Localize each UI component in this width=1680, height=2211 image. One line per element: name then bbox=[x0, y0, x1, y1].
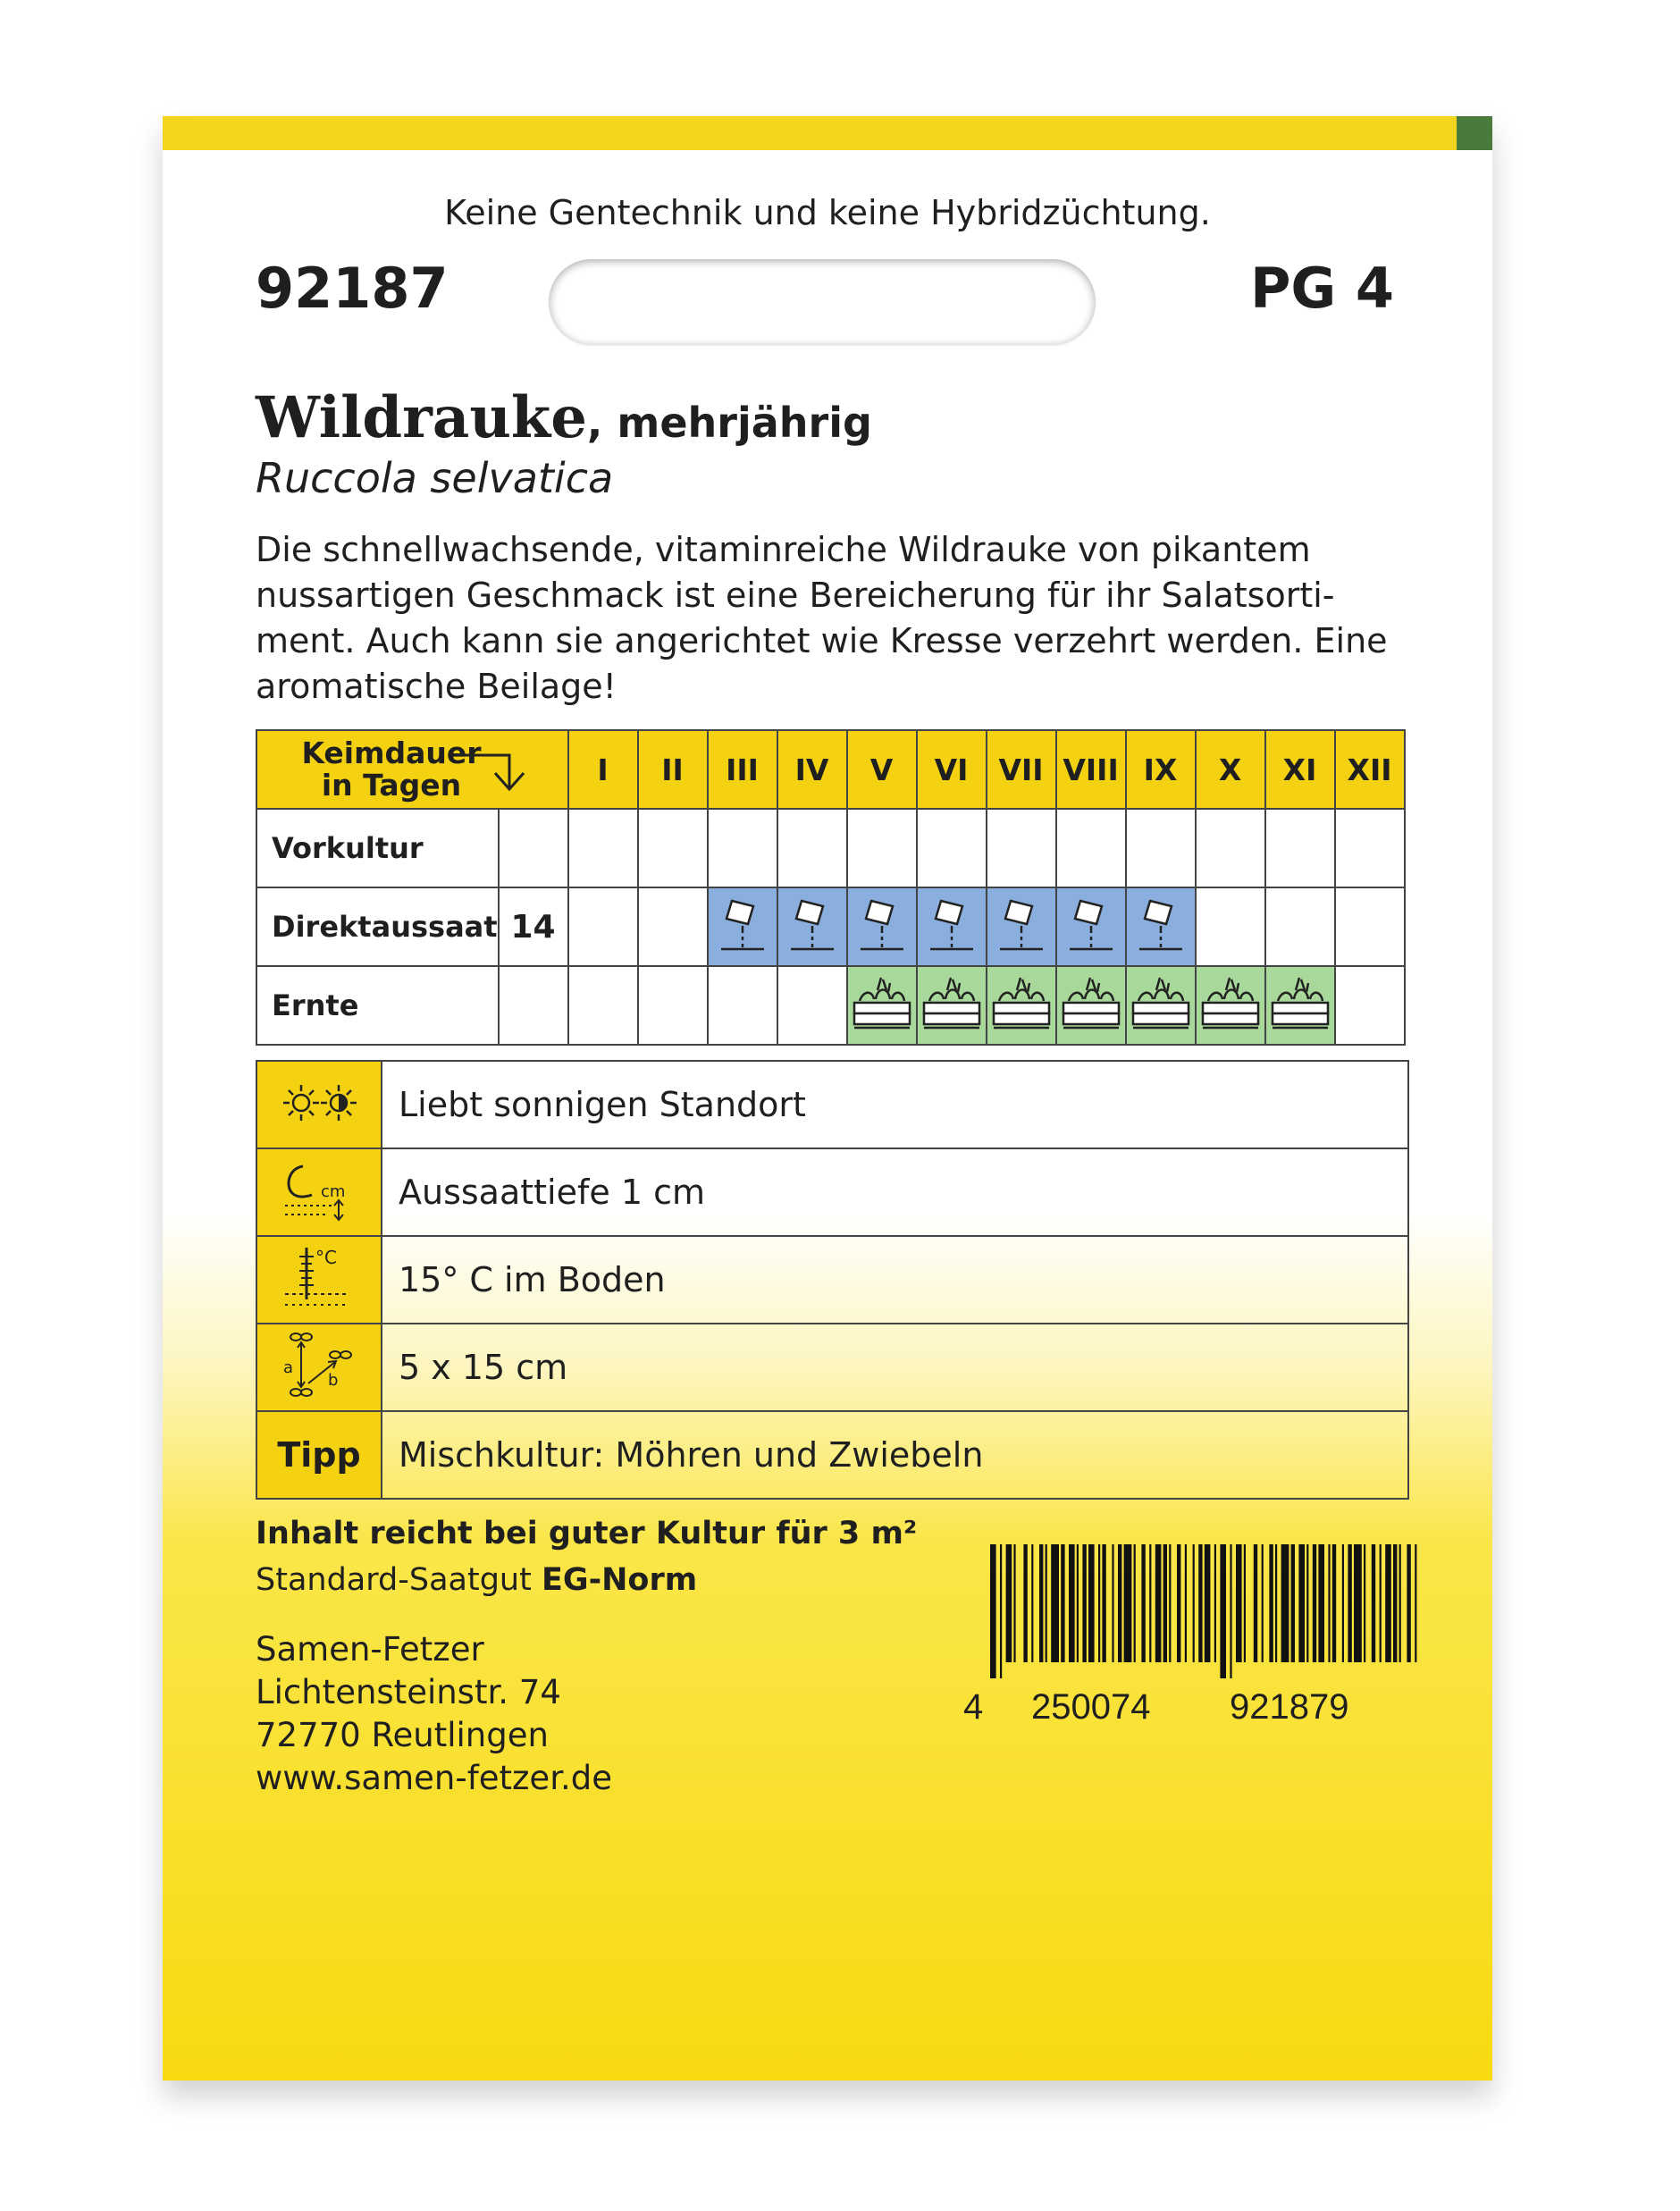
spacing-a-label: a bbox=[283, 1358, 294, 1377]
row-label: Ernte bbox=[256, 966, 499, 1045]
month-cell-6 bbox=[917, 887, 987, 966]
soil-temperature-icon bbox=[256, 1236, 382, 1324]
sowing-depth-icon bbox=[256, 1148, 382, 1236]
month-cell-2 bbox=[638, 809, 708, 887]
info-text: Aussaattiefe 1 cm bbox=[382, 1148, 1408, 1236]
barcode-bar bbox=[1169, 1544, 1171, 1662]
info-text: Mischkultur: Möhren und Zwiebeln bbox=[382, 1411, 1408, 1499]
barcode-bar bbox=[1205, 1544, 1211, 1662]
barcode-bar bbox=[1298, 1544, 1305, 1662]
row-label: Direktaussaat bbox=[256, 887, 499, 966]
celsius-label: °C bbox=[315, 1247, 337, 1268]
barcode-bar bbox=[1254, 1544, 1257, 1662]
barcode-bar bbox=[1177, 1544, 1180, 1662]
info-row-depth bbox=[256, 1148, 1408, 1236]
barcode-bar bbox=[1088, 1544, 1095, 1662]
coverage-note: Inhalt reicht bei guter Kultur für 3 m² bbox=[256, 1516, 918, 1551]
month-cell-11 bbox=[1265, 887, 1335, 966]
gmo-free-claim: Keine Gentechnik und keine Hybridzüchtung. bbox=[444, 193, 1211, 232]
hang-hole bbox=[549, 259, 1096, 345]
month-cell-6 bbox=[917, 809, 987, 887]
barcode-digit-first: 4 bbox=[963, 1687, 984, 1727]
barcode-bar bbox=[1385, 1544, 1391, 1662]
month-7: VII bbox=[987, 730, 1056, 809]
company-address bbox=[256, 1628, 612, 1800]
sowing-icon bbox=[996, 897, 1046, 953]
barcode-bar bbox=[1348, 1544, 1351, 1662]
month-cell-5 bbox=[847, 966, 917, 1045]
seed-standard-prefix: Standard-Saatgut bbox=[256, 1562, 542, 1598]
month-cell-7 bbox=[987, 966, 1056, 1045]
barcode-bar bbox=[1332, 1544, 1336, 1662]
month-9: IX bbox=[1126, 730, 1196, 809]
barcode-bar bbox=[1118, 1544, 1121, 1662]
month-cell-12 bbox=[1335, 809, 1405, 887]
barcode-bar bbox=[1163, 1544, 1167, 1662]
month-cell-4 bbox=[777, 966, 847, 1045]
row-label: Vorkultur bbox=[256, 809, 499, 887]
month-cell-2 bbox=[638, 966, 708, 1045]
month-cell-11 bbox=[1265, 809, 1335, 887]
barcode-bar bbox=[1318, 1544, 1324, 1662]
barcode-bar bbox=[1380, 1544, 1382, 1662]
barcode-bar bbox=[1342, 1544, 1344, 1662]
month-cell-1 bbox=[568, 809, 638, 887]
month-cell-9 bbox=[1126, 809, 1196, 887]
sowing-calendar bbox=[256, 729, 1406, 1046]
month-cell-10 bbox=[1196, 887, 1265, 966]
month-cell-10 bbox=[1196, 809, 1265, 887]
barcode-bar bbox=[1077, 1544, 1079, 1662]
company-website: www.samen-fetzer.de bbox=[256, 1759, 613, 1797]
tip-label: Tipp bbox=[256, 1411, 382, 1499]
barcode-bar bbox=[1236, 1544, 1242, 1662]
barcode-bar bbox=[1269, 1544, 1273, 1662]
company-street: Lichtensteinstr. 74 bbox=[256, 1673, 561, 1711]
calendar-row-vorkultur bbox=[256, 809, 1405, 887]
barcode-bar bbox=[1275, 1544, 1277, 1662]
barcode-bar bbox=[1393, 1544, 1397, 1662]
month-6: VI bbox=[917, 730, 987, 809]
month-cell-3 bbox=[708, 966, 777, 1045]
barcode-bar bbox=[1407, 1544, 1410, 1662]
growing-info-table bbox=[256, 1060, 1409, 1500]
barcode-bar bbox=[1098, 1544, 1100, 1662]
harvest-crate-icon bbox=[990, 974, 1053, 1033]
month-cell-3 bbox=[708, 809, 777, 887]
info-row-temperature bbox=[256, 1236, 1408, 1324]
barcode-bar bbox=[1198, 1544, 1202, 1662]
barcode-digits-right: 921879 bbox=[1230, 1687, 1349, 1727]
month-11: XI bbox=[1265, 730, 1335, 809]
barcode-bar bbox=[1281, 1544, 1289, 1662]
harvest-crate-icon bbox=[1199, 974, 1262, 1033]
barcode-bar bbox=[990, 1544, 996, 1678]
calendar-row-ernte bbox=[256, 966, 1405, 1045]
month-cell-8 bbox=[1056, 966, 1126, 1045]
month-cell-1 bbox=[568, 966, 638, 1045]
month-12: XII bbox=[1335, 730, 1405, 809]
barcode-bar bbox=[1354, 1544, 1362, 1662]
barcode-bar bbox=[1051, 1544, 1059, 1662]
barcode-bar bbox=[1149, 1544, 1151, 1662]
month-cell-5 bbox=[847, 887, 917, 966]
month-cell-4 bbox=[777, 809, 847, 887]
barcode-bar bbox=[1061, 1544, 1064, 1662]
month-cell-7 bbox=[987, 887, 1056, 966]
month-4: IV bbox=[777, 730, 847, 809]
barcode-bar bbox=[1023, 1544, 1027, 1662]
harvest-crate-icon bbox=[1269, 974, 1331, 1033]
month-cell-10 bbox=[1196, 966, 1265, 1045]
month-cell-9 bbox=[1126, 887, 1196, 966]
month-cell-9 bbox=[1126, 966, 1196, 1045]
month-cell-7 bbox=[987, 809, 1056, 887]
barcode-bar bbox=[1185, 1544, 1187, 1662]
company-city: 72770 Reutlingen bbox=[256, 1716, 549, 1754]
product-description: Die schnellwachsende, vitaminreiche Wildrauke von pikantem nussartigen Geschmack ist eine Bereicherung für ihr Salatsorti-ment. Auch kann sie angerichtet wie Kresse verzehrt werden. Eine aromatische Beilage! bbox=[256, 530, 1388, 706]
month-cell-8 bbox=[1056, 887, 1126, 966]
company-name: Samen-Fetzer bbox=[256, 1630, 484, 1669]
harvest-crate-icon bbox=[851, 974, 913, 1033]
barcode-digits-left: 250074 bbox=[1031, 1687, 1151, 1727]
barcode-bar bbox=[1039, 1544, 1043, 1662]
barcode-bar bbox=[1082, 1544, 1086, 1662]
month-10: X bbox=[1196, 730, 1265, 809]
seed-packet bbox=[163, 116, 1492, 2081]
month-cell-6 bbox=[917, 966, 987, 1045]
germination-label-2: in Tagen bbox=[321, 768, 462, 803]
month-cell-12 bbox=[1335, 887, 1405, 966]
harvest-crate-icon bbox=[920, 974, 983, 1033]
sowing-icon bbox=[927, 897, 977, 953]
barcode-bar bbox=[1141, 1544, 1145, 1662]
harvest-crate-icon bbox=[1060, 974, 1122, 1033]
barcode-bar bbox=[1328, 1544, 1330, 1662]
info-text: 5 x 15 cm bbox=[382, 1324, 1408, 1411]
barcode-bar bbox=[1134, 1544, 1136, 1662]
germination-days bbox=[499, 966, 568, 1045]
article-number: 92187 bbox=[256, 256, 449, 321]
sowing-icon bbox=[1136, 897, 1186, 953]
barcode-bar bbox=[1415, 1544, 1416, 1662]
month-2: II bbox=[638, 730, 708, 809]
product-name-suffix: , mehrjährig bbox=[586, 399, 872, 447]
calendar-row-direktaussaat bbox=[256, 887, 1405, 966]
barcode-bar bbox=[1313, 1544, 1316, 1662]
info-row-location bbox=[256, 1061, 1408, 1148]
product-title bbox=[256, 384, 872, 451]
barcode bbox=[990, 1544, 1419, 1678]
month-cell-11 bbox=[1265, 966, 1335, 1045]
barcode-bar bbox=[1372, 1544, 1375, 1662]
month-1: I bbox=[568, 730, 638, 809]
month-3: III bbox=[708, 730, 777, 809]
info-text: Liebt sonnigen Standort bbox=[382, 1061, 1408, 1148]
month-cell-4 bbox=[777, 887, 847, 966]
month-cell-3 bbox=[708, 887, 777, 966]
month-cell-12 bbox=[1335, 966, 1405, 1045]
info-text: 15° C im Boden bbox=[382, 1236, 1408, 1324]
barcode-bar bbox=[1306, 1544, 1308, 1662]
spacing-b-label: b bbox=[328, 1371, 339, 1390]
price-group: PG 4 bbox=[1249, 256, 1394, 321]
barcode-bar bbox=[1069, 1544, 1075, 1662]
sowing-icon bbox=[787, 897, 837, 953]
germination-label-1: Keimdauer bbox=[301, 736, 482, 770]
sowing-icon bbox=[857, 897, 907, 953]
barcode-bar bbox=[1046, 1544, 1047, 1662]
month-cell-2 bbox=[638, 887, 708, 966]
barcode-bar bbox=[1155, 1544, 1162, 1662]
sowing-icon bbox=[1066, 897, 1116, 953]
barcode-bar bbox=[1399, 1544, 1401, 1662]
barcode-bar bbox=[1102, 1544, 1105, 1662]
seed-standard bbox=[256, 1562, 697, 1598]
month-cell-1 bbox=[568, 887, 638, 966]
barcode-bar bbox=[1193, 1544, 1195, 1662]
germination-days bbox=[499, 809, 568, 887]
germination-days: 14 bbox=[499, 887, 568, 966]
sun-halfshade-icon bbox=[256, 1061, 382, 1148]
barcode-bar bbox=[1006, 1544, 1012, 1662]
month-cell-8 bbox=[1056, 809, 1126, 887]
barcode-bar bbox=[1000, 1544, 1002, 1678]
calendar-header-row bbox=[256, 730, 1405, 809]
info-row-tip bbox=[256, 1411, 1408, 1499]
barcode-bar bbox=[1244, 1544, 1246, 1662]
barcode-bar bbox=[1013, 1544, 1015, 1662]
harvest-crate-icon bbox=[1130, 974, 1192, 1033]
month-cell-5 bbox=[847, 809, 917, 887]
germination-header bbox=[256, 730, 568, 809]
product-name: Wildrauke bbox=[256, 384, 587, 451]
latin-name: Ruccola selvatica bbox=[256, 454, 614, 502]
month-8: VIII bbox=[1056, 730, 1126, 809]
month-5: V bbox=[847, 730, 917, 809]
down-arrow-icon bbox=[454, 743, 534, 796]
barcode-bar bbox=[1291, 1544, 1295, 1662]
barcode-bar bbox=[1112, 1544, 1113, 1662]
barcode-bar bbox=[1031, 1544, 1033, 1662]
cm-label: cm bbox=[321, 1182, 346, 1201]
barcode-bar bbox=[1230, 1544, 1231, 1678]
barcode-bar bbox=[1124, 1544, 1132, 1662]
barcode-bar bbox=[1214, 1544, 1216, 1662]
seed-standard-norm: EG-Norm bbox=[541, 1562, 698, 1598]
barcode-bar bbox=[1262, 1544, 1264, 1662]
barcode-bar bbox=[1220, 1544, 1226, 1678]
info-row-spacing bbox=[256, 1324, 1408, 1411]
plant-spacing-icon bbox=[256, 1324, 382, 1411]
barcode-bar bbox=[1364, 1544, 1365, 1662]
sowing-icon bbox=[718, 897, 768, 953]
